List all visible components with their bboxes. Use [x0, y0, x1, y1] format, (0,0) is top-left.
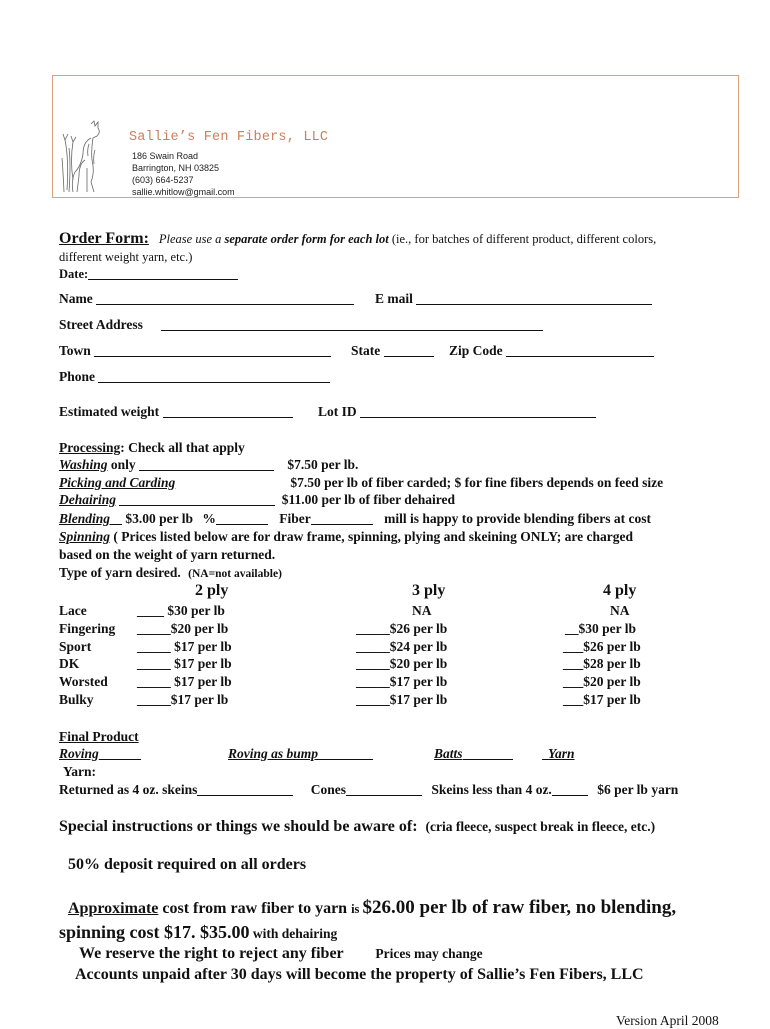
processing-heading [59, 440, 245, 456]
roving-bump-label: Roving as bump [228, 746, 322, 761]
weight-field[interactable] [59, 404, 293, 420]
picking-row[interactable] [59, 475, 663, 491]
deposit-notice: 50% deposit required on all orders [68, 856, 307, 873]
washing-price: $7.50 per lb. [287, 457, 359, 472]
blending-row[interactable] [59, 511, 651, 527]
yarn-type-note: (NA=not available) [188, 568, 282, 580]
spinning-note-2: based on the weight of yarn returned. [59, 547, 276, 562]
intro-note-line2: different weight yarn, etc.) [59, 250, 193, 264]
spinning-cost [59, 922, 337, 943]
town-field[interactable] [59, 343, 331, 359]
address-line-2: Barrington, NH 03825 [132, 163, 220, 173]
yarn-weight-dk: DK [59, 656, 80, 671]
special-instructions-note: (cria fleece, suspect break in fleece, etc.) [425, 819, 656, 834]
approximate-price: $26.00 per lb of raw fiber, no blending, [362, 897, 677, 918]
yarn-price-3ply-lace: NA [412, 603, 432, 618]
small-skeins-price: $6 per lb yarn [597, 782, 679, 797]
name-label: Name [59, 291, 93, 306]
processing-instruction: : Check all that apply [120, 440, 245, 455]
name-field[interactable] [59, 291, 354, 307]
page-title: Order Form: [59, 230, 149, 247]
column-header-4-ply: 4 ply [603, 582, 637, 599]
dehairing-note: with dehairing [249, 926, 338, 941]
yarn-option[interactable] [542, 746, 575, 762]
version-label: Version April 2008 [616, 1013, 719, 1028]
blending-price: $3.00 per lb [125, 511, 194, 526]
phone-label: Phone [59, 369, 96, 384]
state-label: State [351, 343, 381, 358]
yarn-type-row [59, 565, 282, 581]
blending-label: Blending [59, 511, 111, 526]
intro-note-emphasis: separate order form for each lot [224, 232, 389, 246]
washing-row[interactable] [59, 457, 358, 473]
roving-label: Roving [59, 746, 99, 761]
yarn-weight-fingering: Fingering [59, 621, 116, 636]
reserve-notice [79, 945, 483, 963]
yarn-price-2ply-dk[interactable]: _____ $17 per lb [137, 656, 232, 671]
letterhead [52, 75, 739, 198]
blending-note: mill is happy to provide blending fibers at cost [384, 511, 651, 526]
yarn-price-3ply-worsted[interactable]: _____$17 per lb [356, 674, 448, 689]
email-label: E mail [375, 291, 413, 306]
yarn-option-label: Yarn [548, 746, 575, 761]
street-field[interactable] [59, 317, 543, 333]
special-instructions[interactable] [59, 818, 655, 836]
zip-field[interactable] [449, 343, 654, 359]
yarn-weight-worsted: Worsted [59, 674, 108, 689]
dehairing-price: $11.00 per lb of fiber dehaired [281, 492, 456, 507]
spinning-label: Spinning [59, 529, 111, 544]
spinning-note: ( Prices listed below are for draw frame, spinning, plying and skeining ONLY; are charged [110, 529, 633, 544]
washing-only: only [107, 457, 136, 472]
accounts-notice: Accounts unpaid after 30 days will become the property of Sallie’s Fen Fibers, LLC [75, 966, 644, 983]
yarn-price-4ply-lace: NA [610, 603, 630, 618]
dehairing-row[interactable] [59, 492, 455, 508]
column-header-3-ply: 3 ply [412, 582, 446, 599]
yarn-weight-lace: Lace [59, 603, 87, 618]
yarn-sub-label: Yarn: [63, 764, 96, 779]
yarn-price-4ply-bulky[interactable]: ___$17 per lb [563, 692, 641, 707]
spinning-cost-text: spinning cost $17. $35.00 [59, 922, 250, 942]
yarn-price-2ply-sport[interactable]: _____ $17 per lb [137, 639, 232, 654]
approximate-cost [59, 897, 676, 919]
yarn-price-2ply-lace[interactable]: ____ $30 per lb [137, 603, 225, 618]
yarn-price-3ply-bulky[interactable]: _____$17 per lb [356, 692, 448, 707]
company-name: Sallie’s Fen Fibers, LLC [129, 130, 329, 145]
processing-title: Processing [59, 440, 121, 455]
approximate-label: Approximate [68, 900, 159, 917]
batts-label: Batts [434, 746, 463, 761]
zip-label: Zip Code [449, 343, 503, 358]
yarn-price-2ply-bulky[interactable]: _____$17 per lb [137, 692, 229, 707]
dehairing-label: Dehairing [59, 492, 117, 507]
yarn-weight-sport: Sport [59, 639, 92, 654]
picking-price: $7.50 per lb of fiber carded; $ for fine fibers depends on feed size [290, 475, 664, 490]
final-product-heading: Final Product [59, 729, 139, 744]
returned-label: Returned as 4 oz. skeins [59, 782, 198, 797]
yarn-type-label: Type of yarn desired. [59, 565, 181, 580]
weight-label: Estimated weight [59, 404, 160, 419]
yarn-price-2ply-fingering[interactable]: _____$20 per lb [137, 621, 229, 636]
spinning-row[interactable] [59, 529, 633, 545]
yarn-price-2ply-worsted[interactable]: _____ $17 per lb [137, 674, 232, 689]
lot-field[interactable] [318, 404, 596, 420]
blending-fiber-label: Fiber [279, 511, 311, 526]
company-email: sallie.whitlow@gmail.com [132, 187, 235, 197]
yarn-weight-bulky: Bulky [59, 692, 94, 707]
company-phone: (603) 664-5237 [132, 175, 194, 185]
roving-bump-option[interactable] [228, 746, 373, 762]
email-field[interactable] [375, 291, 652, 307]
lot-label: Lot ID [318, 404, 357, 419]
yarn-price-4ply-fingering[interactable]: __$30 per lb [565, 621, 637, 636]
street-label: Street Address [59, 317, 143, 332]
small-skeins-label: Skeins less than 4 oz. [431, 782, 552, 797]
batts-option[interactable] [434, 746, 513, 762]
roving-option[interactable] [59, 746, 141, 762]
blending-percent-label: % [202, 511, 216, 526]
picking-label: Picking and Carding [59, 475, 176, 490]
intro-note: Please use a [158, 232, 225, 246]
date-field[interactable] [59, 267, 238, 282]
phone-field[interactable] [59, 369, 330, 385]
washing-label: Washing [59, 457, 108, 472]
yarn-price-4ply-worsted[interactable]: ___$20 per lb [563, 674, 641, 689]
approximate-rest: cost from raw fiber to yarn [158, 900, 352, 917]
yarn-price-3ply-sport[interactable]: _____$24 per lb [356, 639, 448, 654]
intro-note-rest: (ie., for batches of different product, different colors, [388, 232, 657, 246]
town-label: Town [59, 343, 91, 358]
alpaca-icon [61, 120, 103, 194]
yarn-price-3ply-fingering[interactable]: _____$26 per lb [356, 621, 448, 636]
reserve-text: We reserve the right to reject any fiber [79, 945, 344, 962]
yarn-price-4ply-dk[interactable]: ___$28 per lb [563, 656, 641, 671]
yarn-price-3ply-dk[interactable]: _____$20 per lb [356, 656, 448, 671]
special-instructions-label: Special instructions or things we should be aware of: [59, 818, 418, 835]
yarn-price-4ply-sport[interactable]: ___$26 per lb [563, 639, 641, 654]
state-field[interactable] [351, 343, 434, 359]
approximate-is: is [351, 902, 363, 916]
cones-label: Cones [310, 782, 347, 797]
column-header-2-ply: 2 ply [195, 582, 229, 599]
prices-change-note: Prices may change [375, 946, 483, 961]
date-label: Date: [59, 267, 89, 281]
address-line-1: 186 Swain Road [132, 151, 199, 161]
order-form-intro [59, 230, 656, 248]
returned-as-row[interactable] [59, 782, 678, 798]
